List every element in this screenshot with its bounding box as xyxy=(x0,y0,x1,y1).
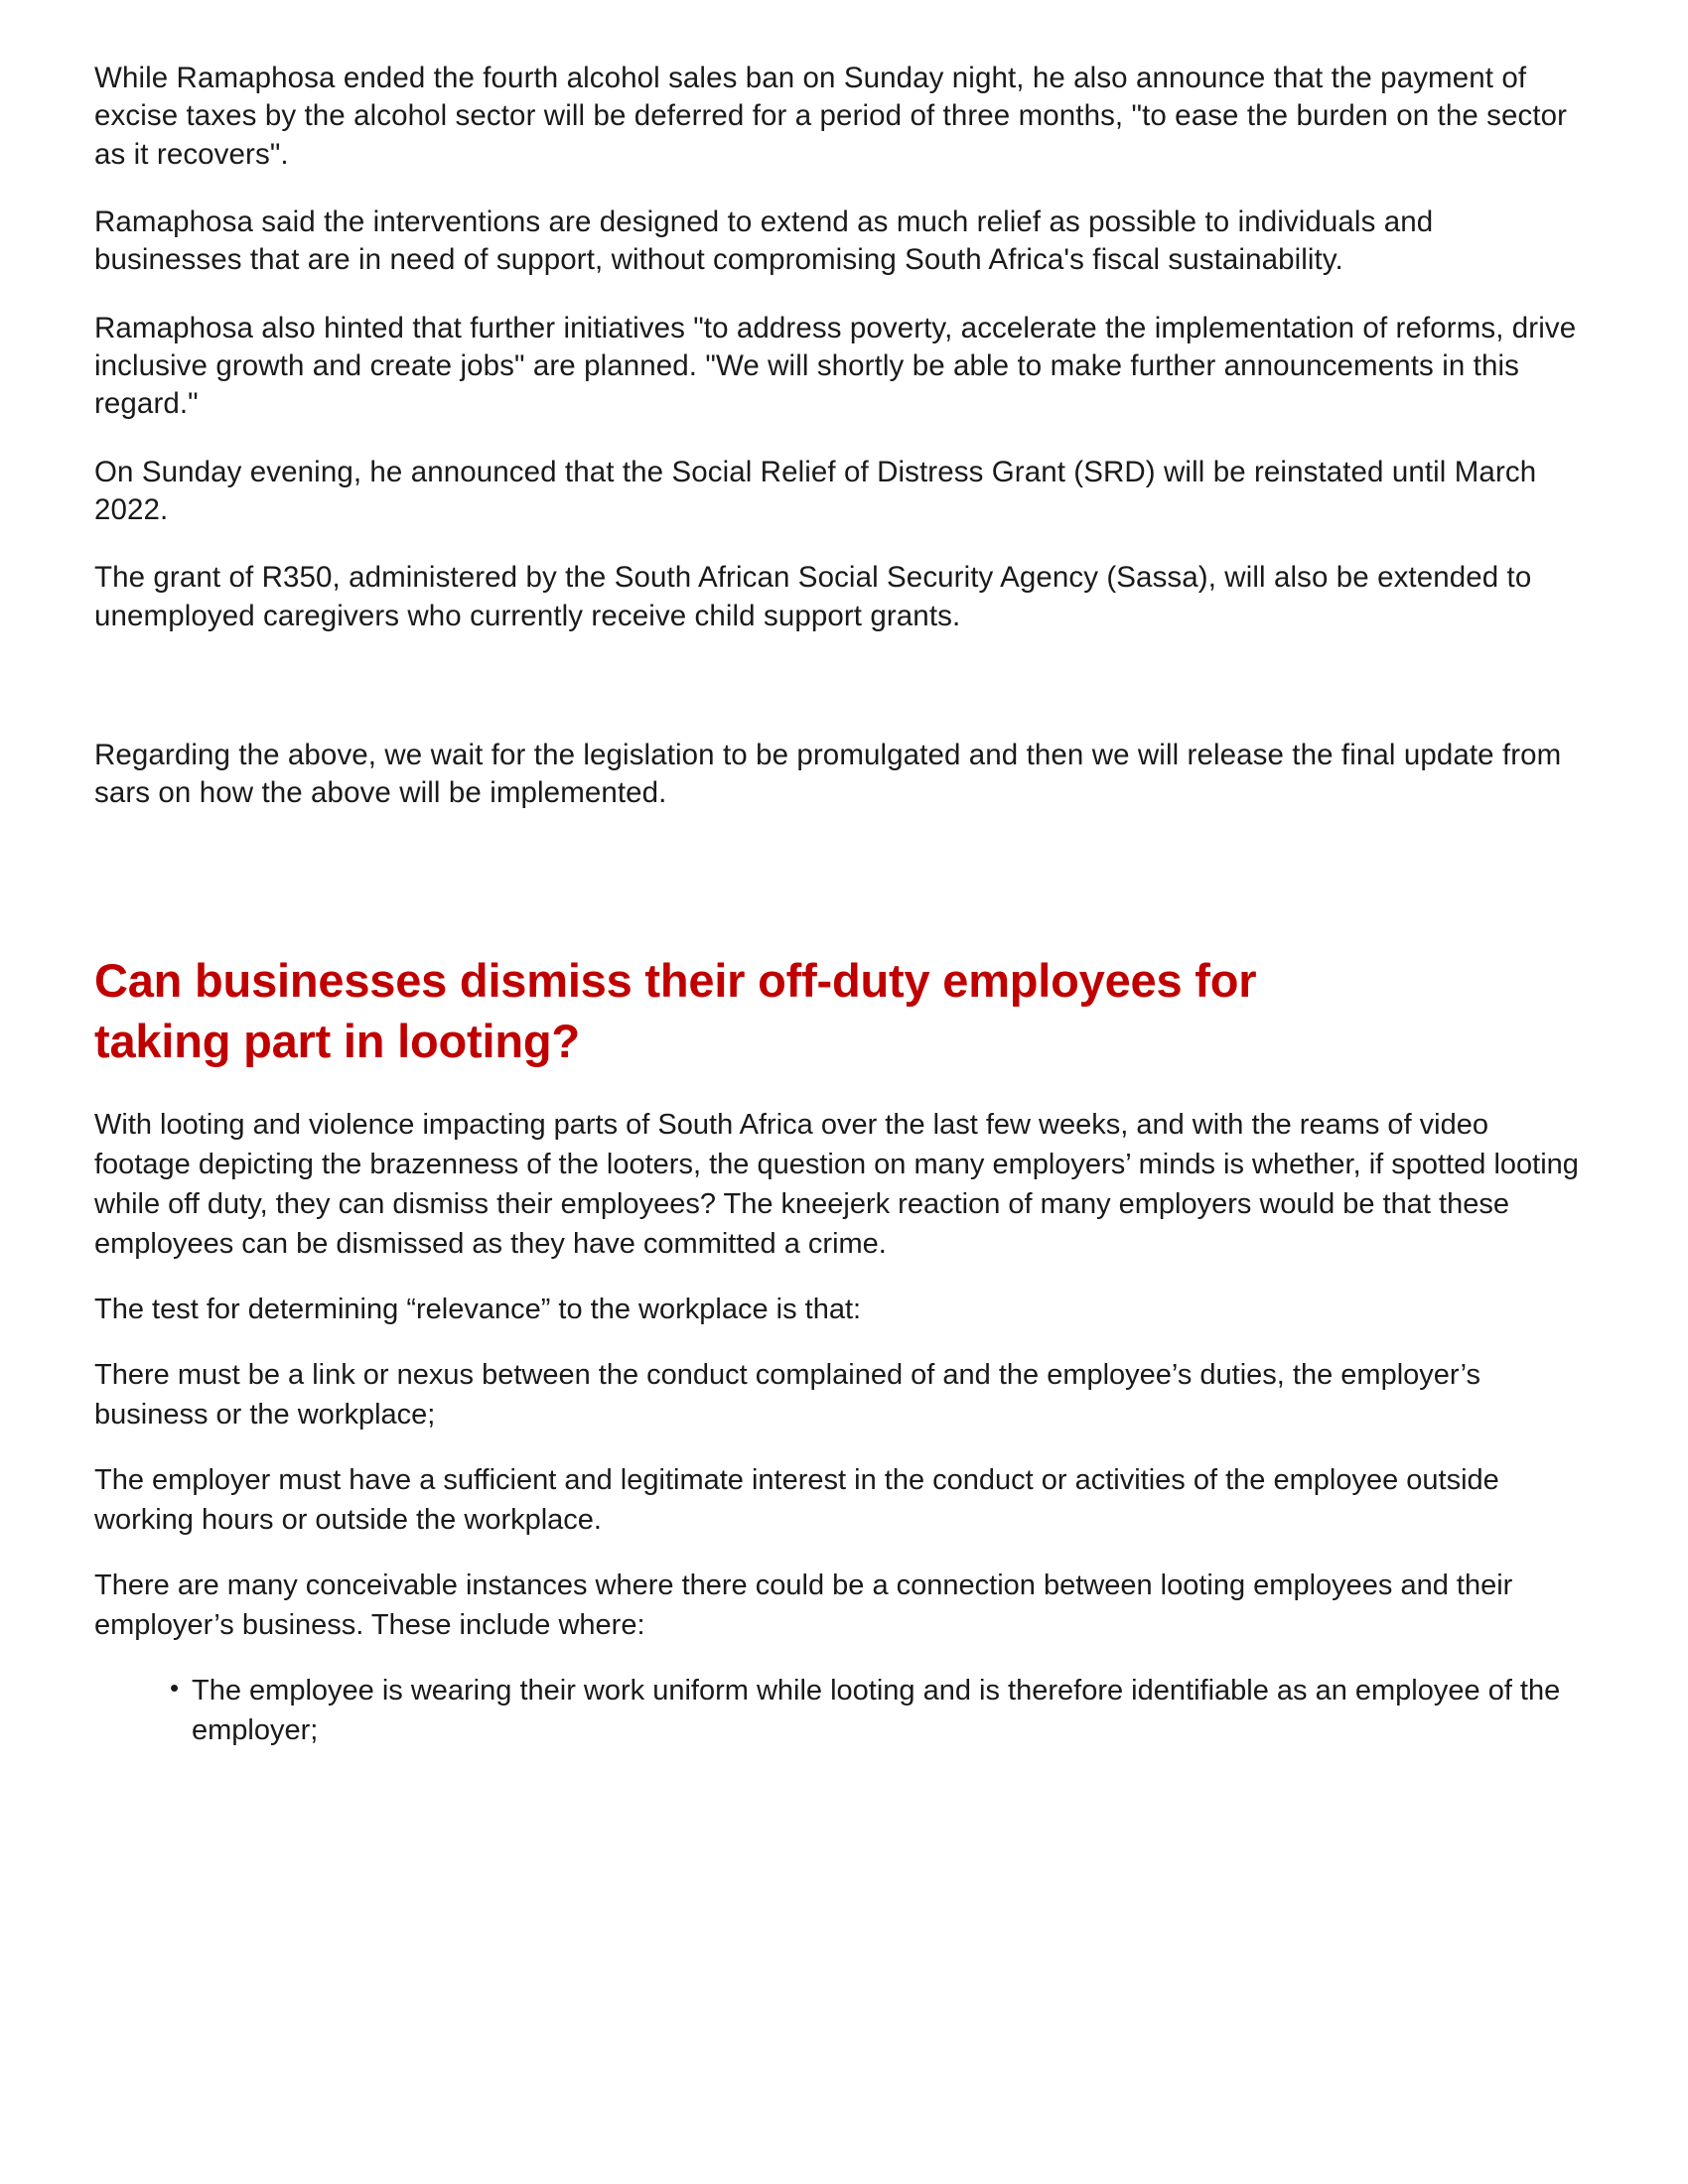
bullet-list xyxy=(94,1671,1584,1750)
paragraph-2: Ramaphosa said the interventions are designed to extend as much relief as possible to individuals and businesses that are in need of support, without compromising South Africa's fiscal sustainability. xyxy=(94,205,1434,277)
section-gap-spacer xyxy=(94,843,1584,950)
section-paragraph-3: There must be a link or nexus between the conduct complained of and the employee’s duties, the employer’s business or the workplace; xyxy=(94,1359,1481,1432)
paragraph-6: Regarding the above, we wait for the legislation to be promulgated and then we will release the final update from sars on how the above will be implemented. xyxy=(94,739,1562,810)
paragraph-5: The grant of R350, administered by the South African Social Security Agency (Sassa), will also be extended to unemployed caregivers who currently receive child support grants. xyxy=(94,561,1532,632)
section-paragraph-1: With looting and violence impacting parts of South Africa over the last few weeks, and with the reams of video footage depicting the brazenness of the looters, the question on many employers’ minds is whether, if spotted looting while off duty, they can dismiss their employees? The kneejerk reaction of many employers would be that these employees can be dismissed as they have committed a crime. xyxy=(94,1109,1579,1261)
section-paragraph-5: There are many conceivable instances where there could be a connection between looting employees and their employer’s business. These include where: xyxy=(94,1570,1513,1642)
list-item: • The employee is wearing their work uniform while looting and is therefore identifiable as an employee of the employer; xyxy=(170,1671,1584,1750)
paragraph-4: On Sunday evening, he announced that the Social Relief of Distress Grant (SRD) will be reinstated until March 2022. xyxy=(94,455,1537,527)
paragraph-3: Ramaphosa also hinted that further initiatives "to address poverty, accelerate the implementation of reforms, drive inclusive growth and create jobs" are planned. "We will shortly be able to make further announcements in this regard." xyxy=(94,311,1577,421)
section-paragraph-4: The employer must have a sufficient and legitimate interest in the conduct or activities of the employee outside working hours or outside the workplace. xyxy=(94,1464,1499,1537)
section-heading: Can businesses dismiss their off-duty employees for taking part in looting? xyxy=(94,953,1257,1067)
section-paragraph-2: The test for determining “relevance” to the workplace is that: xyxy=(94,1294,862,1326)
paragraph-gap-spacer xyxy=(94,665,1584,737)
paragraph-1: While Ramaphosa ended the fourth alcohol sales ban on Sunday night, he also announce that the payment of excise taxes by the alcohol sector will be deferred for a period of three months, "to ease the burden on the sector as it recovers". xyxy=(94,62,1568,171)
